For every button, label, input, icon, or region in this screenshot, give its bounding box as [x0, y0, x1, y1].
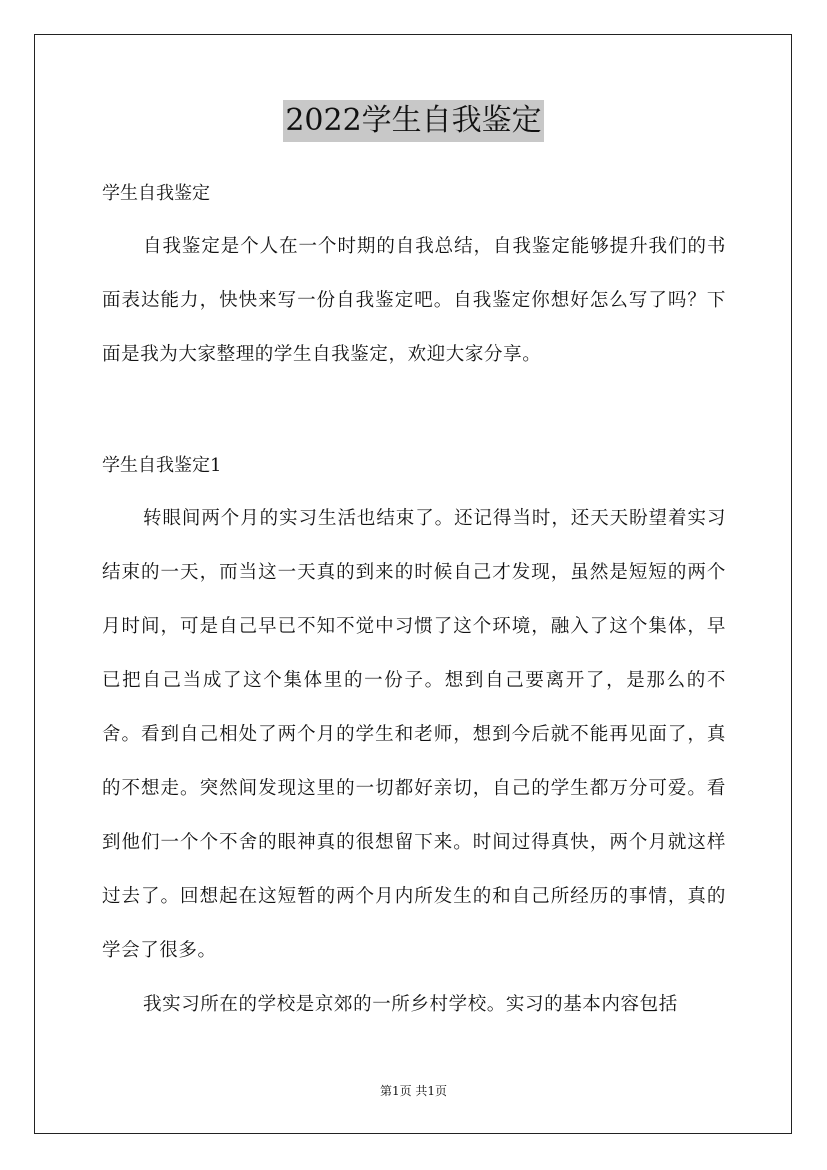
intro-heading: 学生自我鉴定: [102, 183, 210, 204]
section-heading-1: 学生自我鉴定1: [102, 455, 222, 476]
page-footer: 第1页 共1页: [379, 1084, 448, 1098]
title-container: [0, 100, 827, 142]
section-1-paragraph-2: 我实习所在的学校是京郊的一所乡村学校。实习的基本内容包括: [143, 994, 678, 1015]
section-1-paragraph-1: 转眼间两个月的实习生活也结束了。还记得当时，还天天盼望着实习结束的一天，而当这一天真的到来的时候自己才发现，虽然是短短的两个月时间，可是自己早已不知不觉中习惯了这个环境，融入了这个集体，早已把自己当成了这个集体里的一份子。想到自己要离开了，是那么的不舍。看到自己相处了两个月的学生和老师，想到今后就不能再见面了，真的不想走。突然间发现这里的一切都好亲切，自己的学生都万分可爱。看到他们一个个不舍的眼神真的很想留下来。时间过得真快，两个月就这样过去了。回想起在这短暂的两个月内所发生的和自己所经历的事情，真的学会了很多。: [102, 508, 726, 961]
intro-paragraph: 自我鉴定是个人在一个时期的自我总结，自我鉴定能够提升我们的书面表达能力，快快来写一份自我鉴定吧。自我鉴定你想好怎么写了吗？下面是我为大家整理的学生自我鉴定，欢迎大家分享。: [102, 236, 726, 365]
document-title: 2022学生自我鉴定: [283, 100, 543, 142]
